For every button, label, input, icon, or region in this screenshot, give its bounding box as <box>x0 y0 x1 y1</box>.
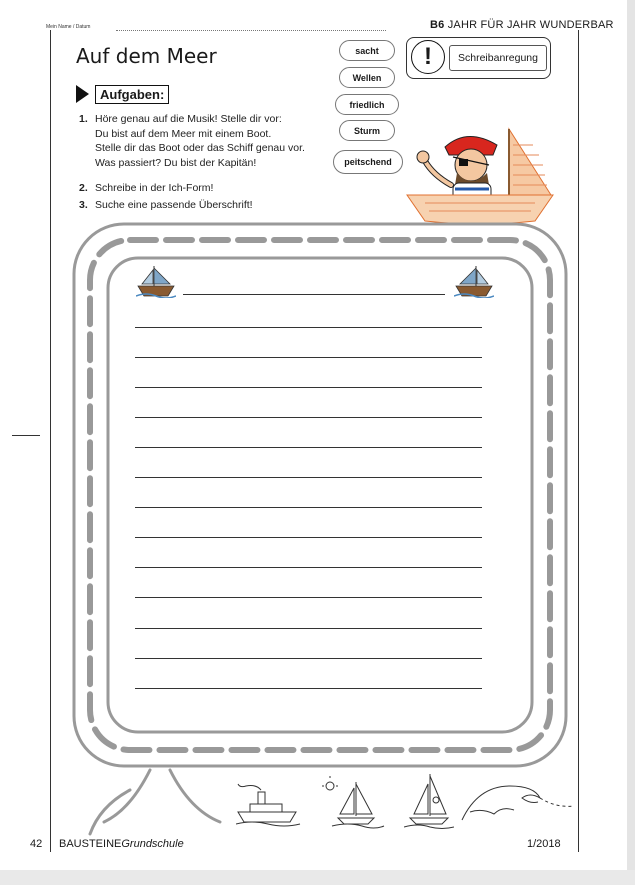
writing-line[interactable] <box>135 507 482 508</box>
page-shadow <box>627 0 635 885</box>
margin-mark <box>12 435 40 436</box>
brand-italic: Grundschule <box>121 838 184 850</box>
word-bubble-friedlich: friedlich <box>335 94 399 115</box>
rope-frame <box>60 210 580 850</box>
task-1 <box>79 112 305 170</box>
writing-line[interactable] <box>135 628 482 629</box>
writing-line[interactable] <box>135 387 482 388</box>
brand-main: BAUSTEINE <box>59 838 122 850</box>
left-margin-rule <box>50 30 51 852</box>
task-line: Du bist auf dem Meer mit einem Boot. <box>95 127 272 140</box>
writing-line[interactable] <box>135 597 482 598</box>
issue-number: 1/2018 <box>527 838 561 850</box>
task-line: Schreibe in der Ich-Form! <box>95 182 214 194</box>
name-date-line[interactable] <box>116 30 386 31</box>
unit-code: B6 <box>430 19 445 31</box>
writing-line[interactable] <box>135 658 482 659</box>
ship-icon <box>454 264 494 298</box>
hint-box <box>406 37 551 79</box>
task-2 <box>79 181 214 196</box>
heading-line[interactable] <box>183 294 445 295</box>
task-line: Stelle dir das Boot oder das Schiff genau vor. <box>95 142 305 154</box>
task-number: 1. <box>79 113 88 125</box>
writing-line[interactable] <box>135 447 482 448</box>
unit-name: JAHR FÜR JAHR WUNDERBAR <box>447 19 614 31</box>
sailboat-icon <box>404 770 454 830</box>
writing-line[interactable] <box>135 537 482 538</box>
sailboat-icon <box>322 776 388 830</box>
tasks-heading <box>76 84 169 104</box>
wave-icon <box>460 780 575 828</box>
tasks-heading-label: Aufgaben: <box>95 85 169 104</box>
writing-line[interactable] <box>135 688 482 689</box>
page-number: 42 <box>30 838 43 850</box>
word-bubble-peitschend: peitschend <box>333 150 403 174</box>
task-number: 3. <box>79 199 88 211</box>
unit-title <box>430 19 614 31</box>
hint-label: Schreibanregung <box>449 45 547 71</box>
name-date-label: Mein Name / Datum <box>46 24 91 30</box>
task-line: Höre genau auf die Musik! Stelle dir vor: <box>95 113 282 125</box>
writing-line[interactable] <box>135 567 482 568</box>
publisher-brand <box>59 838 184 850</box>
writing-line[interactable] <box>135 477 482 478</box>
task-number: 2. <box>79 182 88 194</box>
task-line: Was passiert? Du bist der Kapitän! <box>95 156 257 169</box>
word-bubble-sacht: sacht <box>339 40 395 61</box>
writing-line[interactable] <box>135 417 482 418</box>
word-bubble-sturm: Sturm <box>339 120 395 141</box>
exclamation-icon: ! <box>411 40 445 74</box>
page-title: Auf dem Meer <box>76 44 217 68</box>
word-bubble-wellen: Wellen <box>339 67 395 88</box>
writing-line[interactable] <box>135 327 482 328</box>
ship-icon <box>136 264 176 298</box>
play-arrow-icon <box>76 85 89 103</box>
task-line: Suche eine passende Überschrift! <box>95 199 253 211</box>
page-shadow <box>0 870 635 885</box>
steamship-icon <box>236 780 302 828</box>
writing-line[interactable] <box>135 357 482 358</box>
